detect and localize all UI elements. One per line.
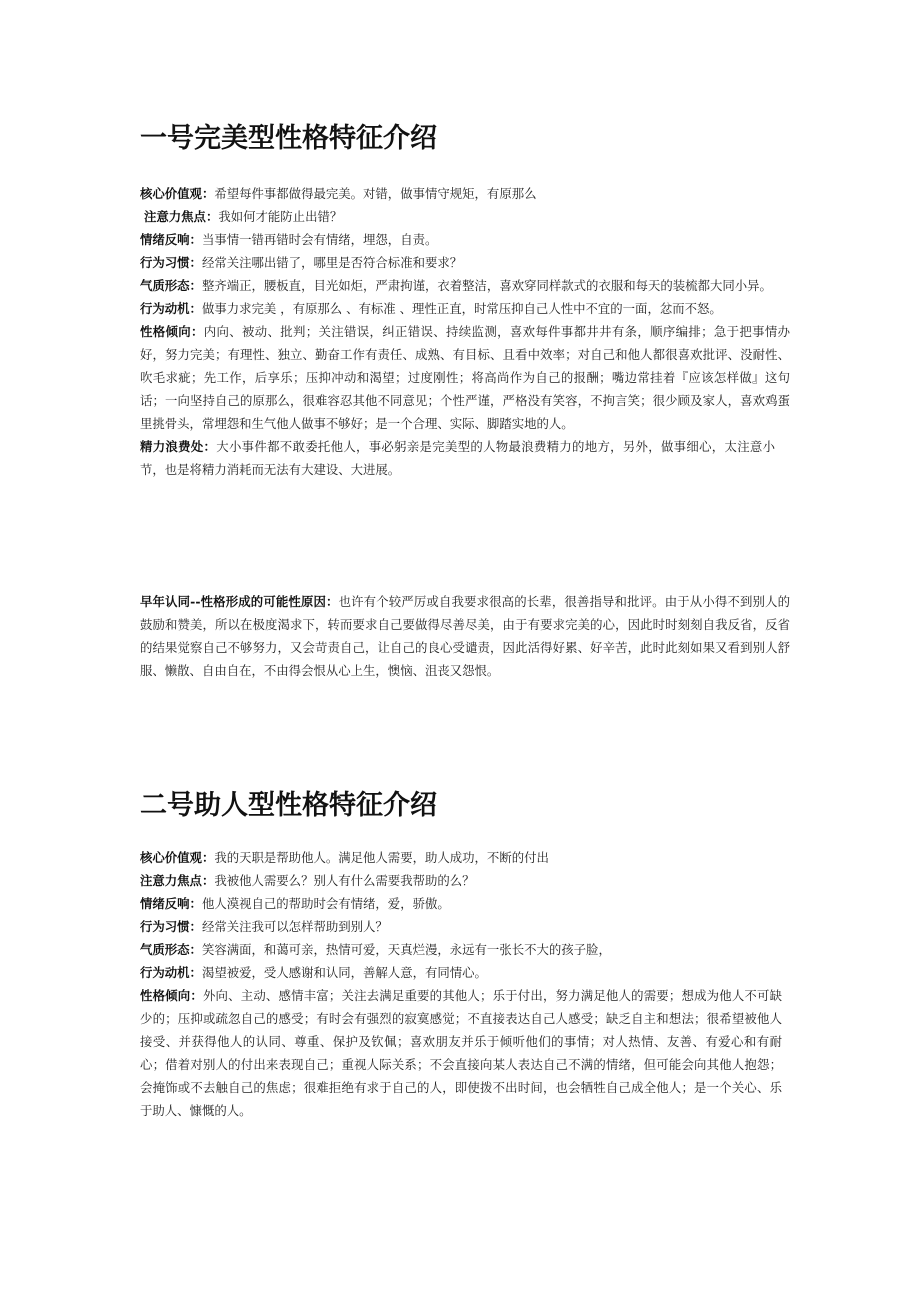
trait-label: 性格倾向： [140, 988, 203, 1003]
trait-core-values [140, 182, 790, 205]
trait-tendency [140, 320, 790, 435]
trait-label: 情绪反响： [140, 232, 202, 247]
trait-text: 他人漠视自己的帮助时会有情绪，爱，骄傲。 [201, 896, 450, 911]
trait-text: 大小事件都不敢委托他人，事必躬亲是完美型的人物最浪费精力的地方，另外，做事细心，太注意小节，也是将精力消耗而无法有大建设、大进展。 [140, 439, 776, 477]
trait-label: 注意力焦点： [140, 873, 215, 888]
trait-temperament [140, 938, 790, 961]
trait-text: 经常关注我可以怎样帮助到别人？ [201, 919, 388, 934]
trait-label: 核心价值观： [140, 186, 215, 201]
section-title-type1: 一号完美型性格特征介绍 [140, 123, 437, 154]
trait-text: 我如何才能防止出错？ [218, 209, 343, 224]
trait-label: 气质形态： [140, 278, 202, 293]
trait-label: 行为动机： [140, 965, 202, 980]
origin-label: 早年认同--性格形成的可能性原因： [140, 594, 339, 609]
trait-focus [140, 869, 790, 892]
trait-motivation [140, 297, 790, 320]
trait-text: 内向、被动、批判；关注错误，纠正错误、持续监测，喜欢每件事都井井有条，顺序编排；急于把事情办好，努力完美；有理性、独立、勤奋工作有责任、成熟、有目标、且看中效率；对自己和他人都很喜欢批评、没耐性、吹毛求疵；先工作，后享乐；压抑冲动和渴望；过度刚性；将高尚作为自己的报酬；嘴边常挂着『应该怎样做』这句话；一向坚持自己的原那么，很难容忍其他不同意见；个性严谨，严格没有笑容，不拘言笑；很少顾及家人，喜欢鸡蛋里挑骨头，常埋怨和生气他人做事不够好；是一个合理、实际、脚踏实地的人。 [140, 324, 791, 431]
section2-traits [140, 846, 790, 1122]
trait-emotion [140, 228, 790, 251]
trait-tendency [140, 984, 782, 1122]
trait-text: 当事情一错再错时会有情绪，埋怨，自责。 [201, 232, 438, 247]
trait-focus [140, 205, 790, 228]
section-title-type2: 二号助人型性格特征介绍 [140, 790, 437, 821]
origin-paragraph [140, 590, 790, 682]
trait-text: 我被他人需要么？别人有什么需要我帮助的么？ [214, 873, 475, 888]
trait-label: 气质形态： [140, 942, 202, 957]
trait-text: 我的天职是帮助他人。满足他人需要，助人成功，不断的付出 [214, 850, 549, 865]
section1-traits [140, 182, 790, 481]
trait-energy-waste [140, 435, 775, 481]
trait-emotion [140, 892, 790, 915]
trait-label: 行为动机： [140, 301, 202, 316]
trait-label: 注意力焦点： [144, 209, 219, 224]
trait-label: 精力浪费处： [140, 439, 217, 454]
trait-text: 外向、主动、感情丰富；关注去满足重要的其他人；乐于付出，努力满足他人的需要；想成为他人不可缺少的；压抑或疏忽自己的感受；有时会有强烈的寂寞感觉；不直接表达自己人感受；缺乏自主和想法；很希望被他人接受、并获得他人的认同、尊重、保护及钦佩；喜欢朋友并乐于倾听他们的事情；对人热情、友善、有爱心和有耐心；借着对别人的付出来表现自己；重视人际关系；不会直接向某人表达自己不满的情绪，但可能会向其他人抱怨；会掩饰或不去触自己的焦虑；很难拒绝有求于自己的人，即使拨不出时间，也会牺牲自己成全他人；是一个关心、乐于助人、慷慨的人。 [140, 988, 783, 1118]
trait-temperament [140, 274, 780, 297]
trait-label: 核心价值观： [140, 850, 215, 865]
trait-motivation [140, 961, 790, 984]
trait-label: 性格倾向： [140, 324, 204, 339]
section1-origin [140, 590, 790, 682]
trait-text: 整齐端正，腰板直，目光如炬，严肃拘谨，衣着整洁，喜欢穿同样款式的衣服和每天的装梳都大同小异。 [201, 278, 772, 293]
trait-label: 行为习惯： [140, 255, 202, 270]
trait-text: 希望每件事都做得最完美。对错，做事情守规矩，有原那么 [214, 186, 537, 201]
trait-text: 渴望被爱，受人感谢和认同，善解人意，有同情心。 [201, 965, 487, 980]
trait-text: 经常关注哪出错了，哪里是否符合标准和要求？ [201, 255, 463, 270]
trait-core-values [140, 846, 790, 869]
origin-text: 也许有个较严厉或自我要求很高的长辈，很善指导和批评。由于从小得不到别人的鼓励和赞美，所以在极度渴求下，转而要求自己要做得尽善尽美，由于有要求完美的心，因此时时刻刻自我反省，反省的结果觉察自己不够努力，又会苛责自己，让自己的良心受谴责，因此活得好累、好辛苦，此时此刻如果又看到别人舒服、懒散、自由自在，不由得会恨从心上生，懊恼、沮丧又怨恨。 [140, 594, 790, 678]
trait-text: 笑容满面，和蔼可亲，热情可爱，天真烂漫，永远有一张长不大的孩子脸， [201, 942, 611, 957]
trait-habit [140, 915, 790, 938]
trait-text: 做事力求完美 ，有原那么 、有标准 、理性正直，时常压抑自己人性中不宜的一面，忿而不怒。 [201, 301, 722, 316]
trait-label: 行为习惯： [140, 919, 202, 934]
trait-label: 情绪反响： [140, 896, 202, 911]
trait-habit [140, 251, 790, 274]
